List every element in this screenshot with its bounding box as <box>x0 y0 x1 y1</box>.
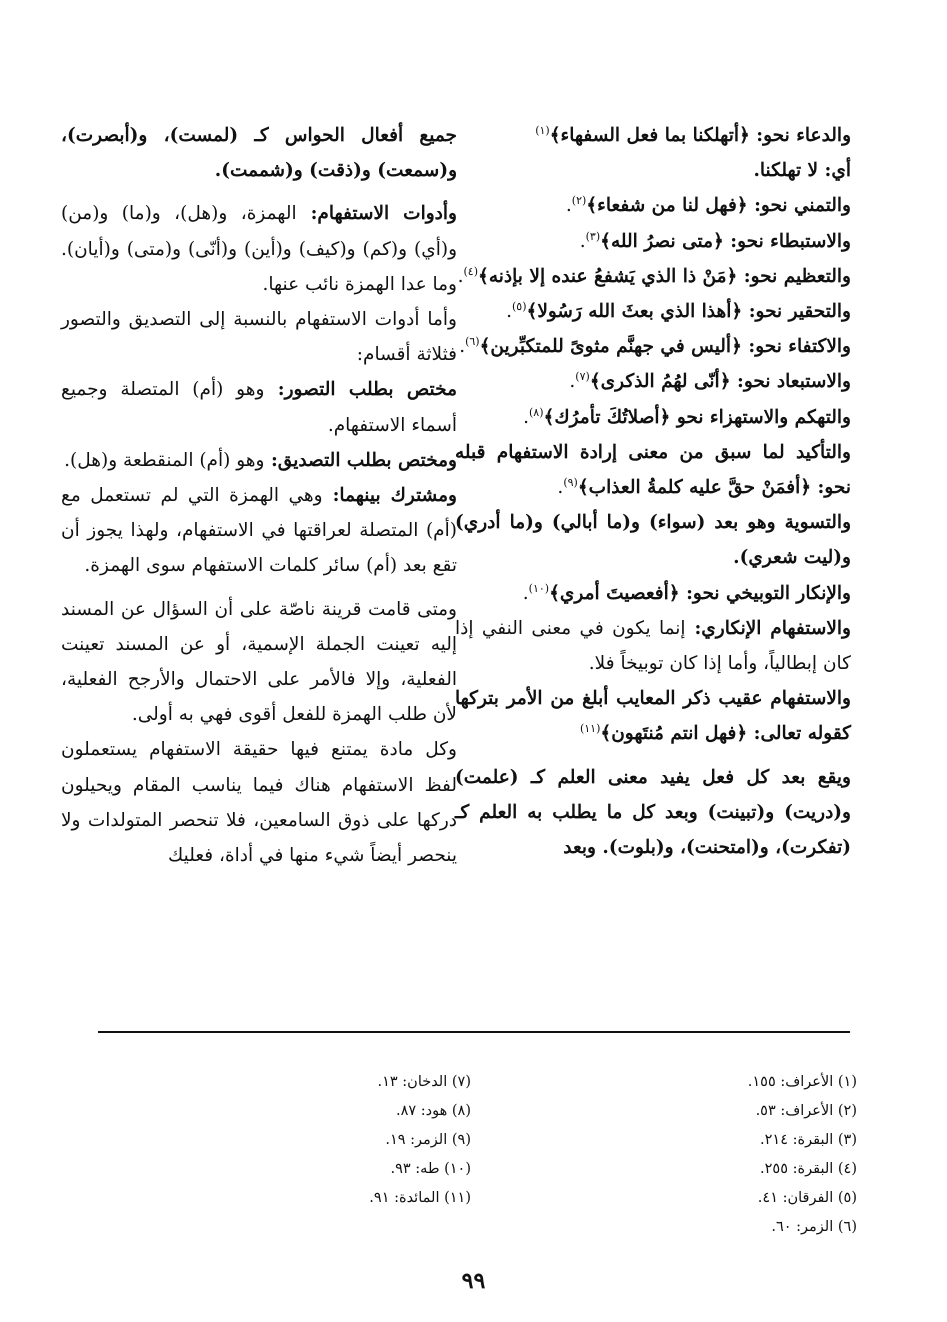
quran-quote: ﴿متى نصرُ الله﴾ <box>600 230 724 252</box>
footnote-marker: (٩) <box>563 475 578 489</box>
paragraph <box>455 259 851 294</box>
paragraph-lead: والتمني نحو: <box>747 195 851 217</box>
paragraph-lead: مختص بطلب التصور: <box>264 379 457 401</box>
paragraph-lead: والاستبعاد نحو: <box>730 371 851 393</box>
paragraph-text: وهو (أم) المتصلة وجميع أسماء الاستفهام. <box>61 379 457 436</box>
paragraph <box>61 372 457 442</box>
footnote-item: (٨) هود: ٨٧. <box>395 1103 471 1119</box>
paragraph-lead: والتعظيم نحو: <box>737 265 851 287</box>
paragraph-lead: ومشترك بينهما: <box>322 485 457 507</box>
paragraph <box>455 576 851 611</box>
footnote-marker: (٤) <box>463 264 479 278</box>
paragraph <box>455 435 851 505</box>
footnote-item: (١٠) طه: ٩٣. <box>390 1161 471 1177</box>
paragraph-lead: والاستبطاء نحو: <box>723 230 851 252</box>
footnote-item: (٩) الزمر: ١٩. <box>385 1132 471 1148</box>
footnote-marker: (١٠) <box>528 581 550 595</box>
left-column <box>61 118 457 873</box>
paragraph-text: وهو (أم) المنقطعة و(هل). <box>64 449 265 471</box>
paragraph <box>61 196 457 302</box>
paragraph-text: ومتى قامت قرينة ناصّة على أن السؤال عن المسند إليه تعينت الجملة الإسمية، أو عن المسند تعينت الفعلية، وإلا فالأمر على الاحتمال والأرجح الفعلية، لأن طلب الهمزة للفعل أقوى فهي به أولى. <box>61 598 457 726</box>
paragraph <box>455 611 851 681</box>
footnote-item: (٥) الفرقان: ٤١. <box>757 1190 857 1206</box>
paragraph-text: وكل مادة يمتنع فيها حقيقة الاستفهام يستعملون لفظ الاستفهام هناك فيما يناسب المقام ويحيلون دركها على ذوق السامعين، فلا تنحصر المتولدات ولا ينحصر أيضاً شيء منها في أداة، فعليك <box>61 739 457 867</box>
quran-quote: ﴿أفعصيتَ أمري﴾ <box>549 582 680 604</box>
quran-quote: ﴿أليس في جهنَّم مثوىً للمتكبِّرين﴾ <box>479 336 742 358</box>
paragraph <box>61 443 457 478</box>
paragraph-lead: والاستفهام عقيب ذكر المعايب أبلغ من الأمر بتركها كقوله تعالى: <box>455 688 851 745</box>
quran-quote: ﴿أتهلكنا بما فعل السفهاء﴾ <box>549 125 750 146</box>
paragraph <box>455 364 851 399</box>
footnotes-right <box>527 1068 857 1242</box>
paragraph <box>61 478 457 584</box>
paragraph-text: . <box>569 371 576 393</box>
paragraph-lead: والإنكار التوبيخي نحو: <box>679 582 851 604</box>
paragraph-text: . <box>579 230 586 252</box>
footnote-item: (٤) البقرة: ٢٥٥. <box>760 1161 857 1177</box>
paragraph <box>455 505 851 575</box>
footnote-item: (٢) الأعراف: ٥٣. <box>755 1103 857 1119</box>
footnote-marker: (٨) <box>528 405 544 419</box>
paragraph <box>455 760 851 866</box>
paragraph-text: الهمزة، و(هل)، و(ما) و(من) و(أي) و(كم) و(كيف) و(أين) و(أنّى) و(متى) و(أيان). وما عدا الهمزة نائب عنها. <box>61 203 457 295</box>
paragraph <box>61 302 457 372</box>
paragraph-lead: وأدوات الاستفهام: <box>296 203 457 225</box>
paragraph-lead: والتهكم والاستهزاء نحو <box>670 406 851 428</box>
quran-quote: ﴿مَنْ ذا الذي يَشفعُ عنده إلا بإذنه﴾ <box>478 265 738 287</box>
paragraph <box>61 118 457 188</box>
paragraph <box>455 329 851 364</box>
paragraph-lead: والدعاء نحو: <box>749 125 851 146</box>
paragraph <box>455 400 851 435</box>
footnote-item: (١١) المائدة: ٩١. <box>369 1190 471 1206</box>
footnote-item: (٣) البقرة: ٢١٤. <box>760 1132 857 1148</box>
right-column <box>455 118 851 865</box>
paragraph <box>455 294 851 329</box>
paragraph-text: . <box>565 195 572 217</box>
footnotes-left <box>141 1068 471 1213</box>
quran-quote: ﴿أصلاتُكَ تأمرُك﴾ <box>543 406 671 428</box>
paragraph-text: وأما أدوات الاستفهام بالنسبة إلى التصديق والتصور فثلاثة أقسام: <box>61 309 457 366</box>
footnote-marker: (١١) <box>579 722 601 736</box>
page-number: ٩٩ <box>461 1268 486 1294</box>
paragraph-text: . <box>523 406 529 428</box>
paragraph <box>455 681 851 751</box>
paragraph-text: . <box>557 477 564 499</box>
paragraph-text: . <box>522 582 529 604</box>
footnote-marker: (٧) <box>575 370 590 384</box>
quran-quote: ﴿أهذا الذي بعثَ الله رَسُولا﴾ <box>526 301 743 323</box>
quran-quote: ﴿فهل لنا من شفعاء﴾ <box>586 195 748 217</box>
paragraph-lead: ويقع بعد كل فعل يفيد معنى العلم كـ (علمت) و(دريت) و(تبينت) وبعد كل ما يطلب به العلم كـ (تفكرت)، و(امتحنت)، و(بلوت). وبعد <box>455 766 851 859</box>
paragraph <box>61 592 457 733</box>
footnote-marker: (٣) <box>585 229 601 243</box>
footnote-marker: (١) <box>535 123 550 137</box>
paragraph-lead: ومختص بطلب التصديق: <box>264 449 457 471</box>
footnote-item: (٧) الدخان: ١٣. <box>377 1074 471 1090</box>
paragraph-lead: والتسوية وهو بعد (سواء) و(ما أبالي) و(ما أدري) و(ليت شعري). <box>455 512 851 569</box>
paragraph-lead: والاكتفاء نحو: <box>741 336 851 358</box>
paragraph-text: . <box>459 336 466 358</box>
paragraph-text: وهي الهمزة التي لم تستعمل مع (أم) المتصلة لعراقتها في الاستفهام، ولهذا يجوز أن تقع بعد (أم) سائر كلمات الاستفهام سوى الهمزة. <box>61 485 457 577</box>
paragraph <box>61 732 457 873</box>
footnote-item: (١) الأعراف: ١٥٥. <box>747 1074 857 1090</box>
quran-quote: ﴿أنّى لهُمُ الذكرى﴾ <box>589 371 731 393</box>
paragraph <box>455 188 851 223</box>
footnote-marker: (٥) <box>511 299 527 313</box>
paragraph-lead: أي: لا تهلكنا. <box>753 160 851 182</box>
quran-quote: ﴿أفمَنْ حقَّ عليه كلمةُ العذاب﴾ <box>577 477 812 499</box>
footnote-marker: (٢) <box>571 194 587 208</box>
footnote-marker: (٦) <box>465 335 480 349</box>
quran-quote: ﴿فهل انتم مُنتَهون﴾ <box>600 723 748 745</box>
paragraph-lead: والتأكيد لما سبق من معنى إرادة الاستفهام قبله نحو: <box>455 441 851 499</box>
paragraph-lead: جميع أفعال الحواس كـ (لمست)، و(أبصرت)، و(سمعت) و(ذقت) و(شممت). <box>61 125 457 182</box>
footnote-separator <box>98 1031 850 1033</box>
paragraph-text: إنما يكون في معنى النفي إذا كان إبطالياً، وأما إذا كان توبيخاً فلا. <box>455 617 851 675</box>
paragraph <box>455 224 851 259</box>
paragraph <box>455 153 851 188</box>
paragraph <box>455 118 851 153</box>
paragraph-lead: والتحقير نحو: <box>742 301 851 323</box>
paragraph-text: . <box>457 265 464 287</box>
paragraph-text: . <box>506 301 512 323</box>
footnote-item: (٦) الزمر: ٦٠. <box>771 1219 857 1235</box>
paragraph-lead: والاستفهام الإنكاري: <box>685 617 851 639</box>
